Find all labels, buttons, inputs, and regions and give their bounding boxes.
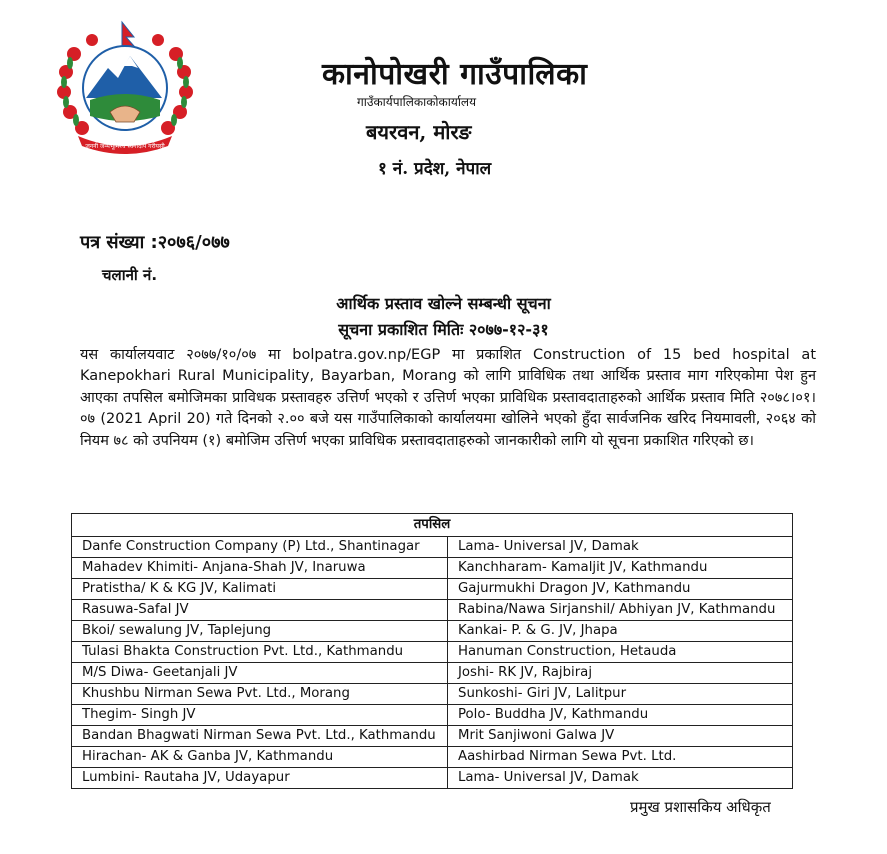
table-cell: Joshi- RK JV, Rajbiraj	[448, 663, 793, 684]
table-cell: Kankai- P. & G. JV, Jhapa	[448, 621, 793, 642]
table-cell: Sunkoshi- Giri JV, Lalitpur	[448, 684, 793, 705]
office-name: गाउँकार्यपालिकाकोकार्यालय	[357, 95, 477, 109]
table-row	[72, 558, 793, 579]
table-cell: Bkoi/ sewalung JV, Taplejung	[72, 621, 448, 642]
nepal-emblem-icon	[50, 20, 200, 160]
table-cell: Gajurmukhi Dragon JV, Kathmandu	[448, 579, 793, 600]
table-cell: Lama- Universal JV, Damak	[448, 768, 793, 789]
table-row	[72, 663, 793, 684]
table-cell: M/S Diwa- Geetanjali JV	[72, 663, 448, 684]
place-name: बयरवन, मोरङ	[366, 120, 472, 144]
table-cell: Rasuwa-Safal JV	[72, 600, 448, 621]
table-cell: Bandan Bhagwati Nirman Sewa Pvt. Ltd., Kathmandu	[72, 726, 448, 747]
table-cell: Hanuman Construction, Hetauda	[448, 642, 793, 663]
table-cell: Kanchharam- Kamaljit JV, Kathmandu	[448, 558, 793, 579]
table-row	[72, 537, 793, 558]
table-cell: Danfe Construction Company (P) Ltd., Shantinagar	[72, 537, 448, 558]
table-row	[72, 705, 793, 726]
table-row	[72, 747, 793, 768]
table-cell: Tulasi Bhakta Construction Pvt. Ltd., Kathmandu	[72, 642, 448, 663]
municipality-title: कानोपोखरी गाउँपालिका	[322, 57, 588, 92]
table-row	[72, 579, 793, 600]
table-row	[72, 684, 793, 705]
signature: प्रमुख प्रशासकिय अधिकृत	[630, 798, 771, 816]
table-header: तपसिल	[72, 514, 793, 537]
table-body	[72, 537, 793, 789]
bidder-table	[71, 513, 793, 789]
notice-published-date: सूचना प्रकाशित मितिः २०७७-१२-३१	[338, 320, 549, 339]
table-row	[72, 621, 793, 642]
province-name: १ नं. प्रदेश, नेपाल	[378, 159, 492, 179]
table-row	[72, 642, 793, 663]
letter-number: पत्र संख्या :२०७६/०७७	[80, 232, 230, 253]
emblem-motto: जननी जन्मभूमिश्च स्वर्गादपि गरीयसी	[85, 143, 165, 150]
table-cell: Thegim- Singh JV	[72, 705, 448, 726]
table-row	[72, 726, 793, 747]
table-cell: Mrit Sanjiwoni Galwa JV	[448, 726, 793, 747]
table-row	[72, 600, 793, 621]
table-cell: Rabina/Nawa Sirjanshil/ Abhiyan JV, Kathmandu	[448, 600, 793, 621]
table-cell: Aashirbad Nirman Sewa Pvt. Ltd.	[448, 747, 793, 768]
table-cell: Lumbini- Rautaha JV, Udayapur	[72, 768, 448, 789]
table-header-row	[72, 514, 793, 537]
table-row	[72, 768, 793, 789]
table-cell: Khushbu Nirman Sewa Pvt. Ltd., Morang	[72, 684, 448, 705]
notice-body: यस कार्यालयवाट २०७७/१०/०७ मा bolpatra.gov.np/EGP मा प्रकाशित Construction of 15 bed hospital at Kanepokhari Rural Municipality, Bayarban, Morang को लागि प्राविधिक तथा आर्थिक प्रस्ताव माग गरिएकोमा पेश हुन आएका तपसिल बमोजिमका प्राविधक प्रस्तावहरु उत्तिर्ण भएको र उत्तिर्ण भएका प्राविधिक प्रस्तावदाताहरुको आर्थिक प्रस्ताव मिति २०७८।०१।०७ (2021 April 20) गते दिनको २.०० बजे यस गाउँपालिकाको कार्यालयमा खोलिने भएको हुँदा सार्वजनिक खरिद नियमावली, २०६४ को नियम ७८ को उपनियम (१) बमोजिम उत्तिर्ण भएका प्राविधिक प्रस्तावदाताहरुको जानकारीको लागि यो सूचना प्रकाशित गरिएको छ।	[80, 347, 816, 449]
table-cell: Mahadev Khimiti- Anjana-Shah JV, Inaruwa	[72, 558, 448, 579]
dispatch-number: चलानी नं.	[102, 266, 158, 284]
table-cell: Pratistha/ K & KG JV, Kalimati	[72, 579, 448, 600]
table-cell: Polo- Buddha JV, Kathmandu	[448, 705, 793, 726]
table-cell: Lama- Universal JV, Damak	[448, 537, 793, 558]
table-cell: Hirachan- AK & Ganba JV, Kathmandu	[72, 747, 448, 768]
notice-subject: आर्थिक प्रस्ताव खोल्ने सम्बन्धी सूचना	[336, 294, 551, 313]
